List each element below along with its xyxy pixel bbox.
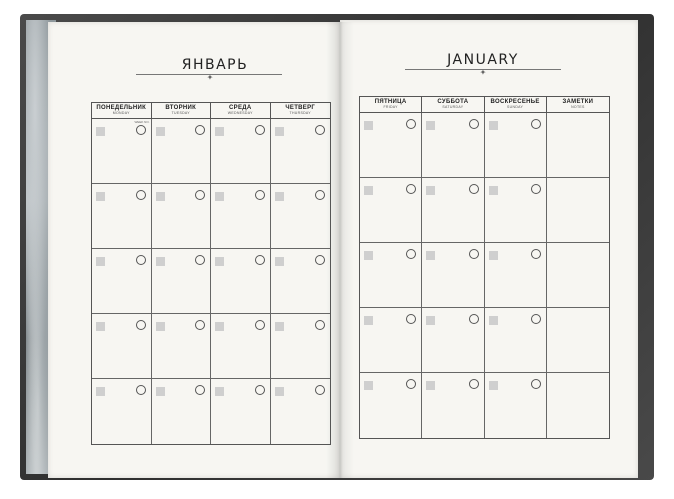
day-cell[interactable] [211,184,271,249]
column-header [271,103,331,119]
date-box [426,251,435,260]
date-box [489,121,498,130]
check-circle[interactable] [469,249,479,259]
column-header [485,97,547,113]
title-ornament-left: ✦ [206,73,214,82]
date-box [426,121,435,130]
day-cell[interactable] [485,243,547,308]
check-circle[interactable] [406,379,416,389]
check-circle[interactable] [136,190,146,200]
date-box [275,387,284,396]
column-header-ru: ЗАМЕТКИ [562,99,594,106]
check-circle[interactable] [315,190,325,200]
column-header-ru: СУББОТА [437,99,469,106]
date-box [156,127,165,136]
month-title-en: JANUARY [447,52,519,68]
column-header [360,97,422,113]
date-box [275,192,284,201]
check-circle[interactable] [531,314,541,324]
date-box [426,186,435,195]
check-circle[interactable] [255,125,265,135]
day-cell[interactable] [547,178,609,243]
calendar-grid-left [91,102,331,445]
day-cell[interactable] [211,119,271,184]
day-cell[interactable] [547,113,609,178]
day-cell[interactable] [92,249,152,314]
column-header-ru: ЧЕТВЕРГ [285,105,316,112]
date-box [96,192,105,201]
date-box [215,127,224,136]
day-cell[interactable] [211,379,271,444]
date-box [215,387,224,396]
check-circle[interactable] [195,320,205,330]
date-box [426,381,435,390]
check-circle[interactable] [195,385,205,395]
day-cell[interactable] [422,373,484,438]
date-box [96,387,105,396]
day-cell[interactable] [485,373,547,438]
check-circle[interactable] [195,125,205,135]
day-cell[interactable] [271,119,331,184]
check-circle[interactable] [531,184,541,194]
column-header [92,103,152,119]
column-header-en: WEDNESDAY [227,111,253,116]
date-box [364,251,373,260]
check-circle[interactable] [531,379,541,389]
day-cell[interactable] [485,113,547,178]
day-cell[interactable] [152,379,212,444]
day-cell[interactable] [271,379,331,444]
day-cell[interactable] [271,184,331,249]
date-box [489,381,498,390]
check-circle[interactable] [136,320,146,330]
check-circle[interactable] [195,190,205,200]
date-box [215,322,224,331]
check-circle[interactable] [195,255,205,265]
day-cell[interactable] [152,249,212,314]
check-circle[interactable] [469,379,479,389]
date-box [364,186,373,195]
column-header [422,97,484,113]
date-box [364,121,373,130]
check-circle[interactable] [136,385,146,395]
day-cell[interactable] [485,308,547,373]
date-box [96,257,105,266]
date-box [156,387,165,396]
day-cell[interactable] [422,243,484,308]
column-header-ru: ПЯТНИЦА [374,99,407,106]
day-cell[interactable] [360,373,422,438]
column-header [152,103,212,119]
check-circle[interactable] [406,184,416,194]
day-cell[interactable] [422,178,484,243]
column-header-en: THURSDAY [289,111,311,116]
day-cell[interactable] [547,373,609,438]
check-circle[interactable] [469,184,479,194]
day-cell[interactable] [360,243,422,308]
column-header-en: TUESDAY [171,111,190,116]
day-cell[interactable] [360,178,422,243]
column-header-en: NOTES [571,105,585,110]
check-circle[interactable] [315,255,325,265]
day-cell[interactable] [211,314,271,379]
day-cell[interactable] [360,308,422,373]
column-header-ru: ВОСКРЕСЕНЬЕ [490,99,540,106]
column-header [211,103,271,119]
check-circle[interactable] [315,125,325,135]
column-header-en: MONDAY [112,111,130,116]
day-cell[interactable] [92,379,152,444]
day-cell[interactable] [152,314,212,379]
date-box [364,381,373,390]
week-number-label: WEEK NO. [134,120,150,124]
check-circle[interactable] [255,190,265,200]
date-box [215,192,224,201]
date-box [156,257,165,266]
date-box [489,316,498,325]
check-circle[interactable] [136,255,146,265]
day-cell[interactable] [485,178,547,243]
day-cell[interactable] [422,113,484,178]
date-box [275,127,284,136]
day-cell[interactable] [152,184,212,249]
day-cell[interactable] [211,249,271,314]
check-circle[interactable] [406,314,416,324]
date-box [275,322,284,331]
day-cell[interactable] [360,113,422,178]
check-circle[interactable] [406,119,416,129]
column-header-en: SUNDAY [507,105,524,110]
date-box [215,257,224,266]
date-box [156,322,165,331]
title-ornament-right: ✦ [479,68,487,77]
column-header-en: SATURDAY [442,105,464,110]
check-circle[interactable] [531,119,541,129]
date-box [275,257,284,266]
calendar-grid-right [359,96,610,439]
day-cell[interactable] [422,308,484,373]
column-header [547,97,609,113]
check-circle[interactable] [255,255,265,265]
check-circle[interactable] [315,320,325,330]
column-header-ru: ПОНЕДЕЛЬНИК [96,105,147,112]
day-cell[interactable] [152,119,212,184]
check-circle[interactable] [469,119,479,129]
check-circle[interactable] [531,249,541,259]
day-cell[interactable] [547,243,609,308]
day-cell[interactable] [547,308,609,373]
date-box [96,322,105,331]
day-cell[interactable] [92,184,152,249]
day-cell[interactable] [271,314,331,379]
check-circle[interactable] [255,385,265,395]
day-cell[interactable] [92,119,152,184]
month-title-ru: ЯНВАРЬ [181,57,249,73]
check-circle[interactable] [255,320,265,330]
day-cell[interactable] [271,249,331,314]
check-circle[interactable] [315,385,325,395]
date-box [489,186,498,195]
date-box [489,251,498,260]
date-box [156,192,165,201]
day-cell[interactable] [92,314,152,379]
check-circle[interactable] [136,125,146,135]
check-circle[interactable] [406,249,416,259]
column-header-ru: СРЕДА [229,105,252,112]
check-circle[interactable] [469,314,479,324]
date-box [426,316,435,325]
column-header-ru: ВТОРНИК [165,105,197,112]
column-header-en: FRIDAY [383,105,398,110]
date-box [364,316,373,325]
date-box [96,127,105,136]
